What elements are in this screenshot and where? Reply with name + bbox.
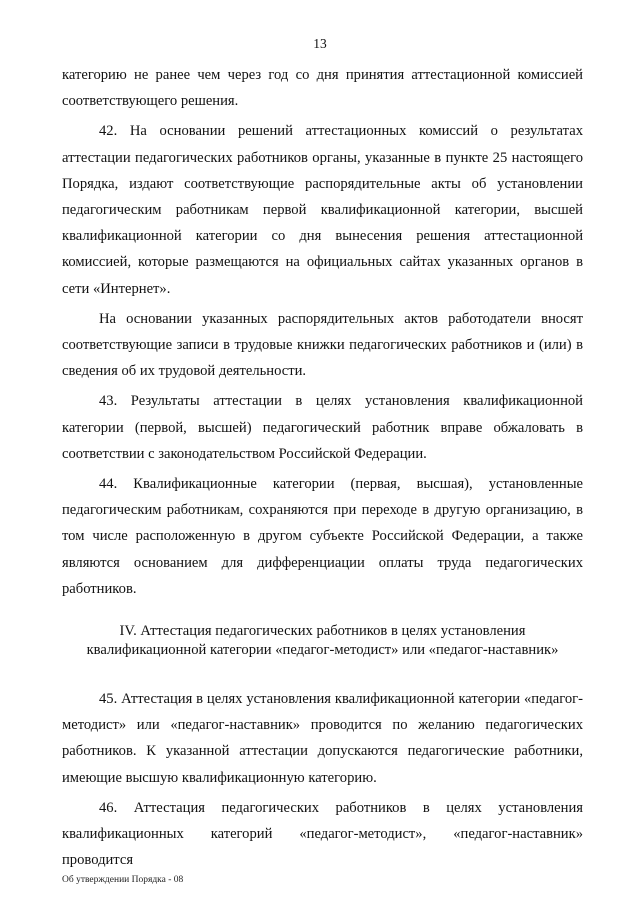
paragraph-46: 46. Аттестация педагогических работников в целях установления квалификационных категорий «педагог-методист», «педагог-наставник» проводится <box>62 799 583 869</box>
section-heading <box>62 622 583 660</box>
paragraph-42: 42. На основании решений аттестационных комиссий о результатах аттестации педагогических работников органы, указанные в пункте 25 настоящего Порядка, издают соответствующие распорядительные акты об установлении педагогическим работникам первой квалификационной категории, высшей квалификационной категории со дня вынесения решения аттестационной комиссией, которые размещаются на официальных сайтах указанных органов в сети «Интернет». <box>62 123 583 297</box>
section-heading-line-2: квалификационной категории «педагог-методист» или «педагог-наставник» <box>86 642 559 659</box>
paragraph-continuation: категорию не ранее чем через год со дня принятия аттестационной комиссией соответствующего решения. <box>62 67 583 110</box>
section-heading-line-1: IV. Аттестация педагогических работников в целях установления <box>119 623 526 640</box>
paragraph-43: 43. Результаты аттестации в целях установления квалификационной категории (первой, высшей) педагогический работник вправе обжаловать в соответствии с законодательством Российской Федерации. <box>62 393 583 462</box>
paragraph-42-continued: На основании указанных распорядительных актов работодатели вносят соответствующие записи в трудовые книжки педагогических работников и (или) в сведения об их трудовой деятельности. <box>62 310 583 380</box>
page-number: 13 <box>313 36 327 51</box>
paragraph-44: 44. Квалификационные категории (первая, высшая), установленные педагогическим работникам, сохраняются при переходе в другую организацию, в том числе расположенную в другом субъекте Российской Федерации, а также являются основанием для дифференциации оплаты труда педагогических работников. <box>62 476 583 597</box>
document-body <box>62 62 583 873</box>
footer-note: Об утверждении Порядка - 08 <box>62 875 184 885</box>
paragraph-45: 45. Аттестация в целях установления квалификационной категории «педагог-методист» или «педагог-наставник» проводится по желанию педагогических работников. К указанной аттестации допускаются педагогические работники, имеющие высшую квалификационную категорию. <box>62 691 583 786</box>
